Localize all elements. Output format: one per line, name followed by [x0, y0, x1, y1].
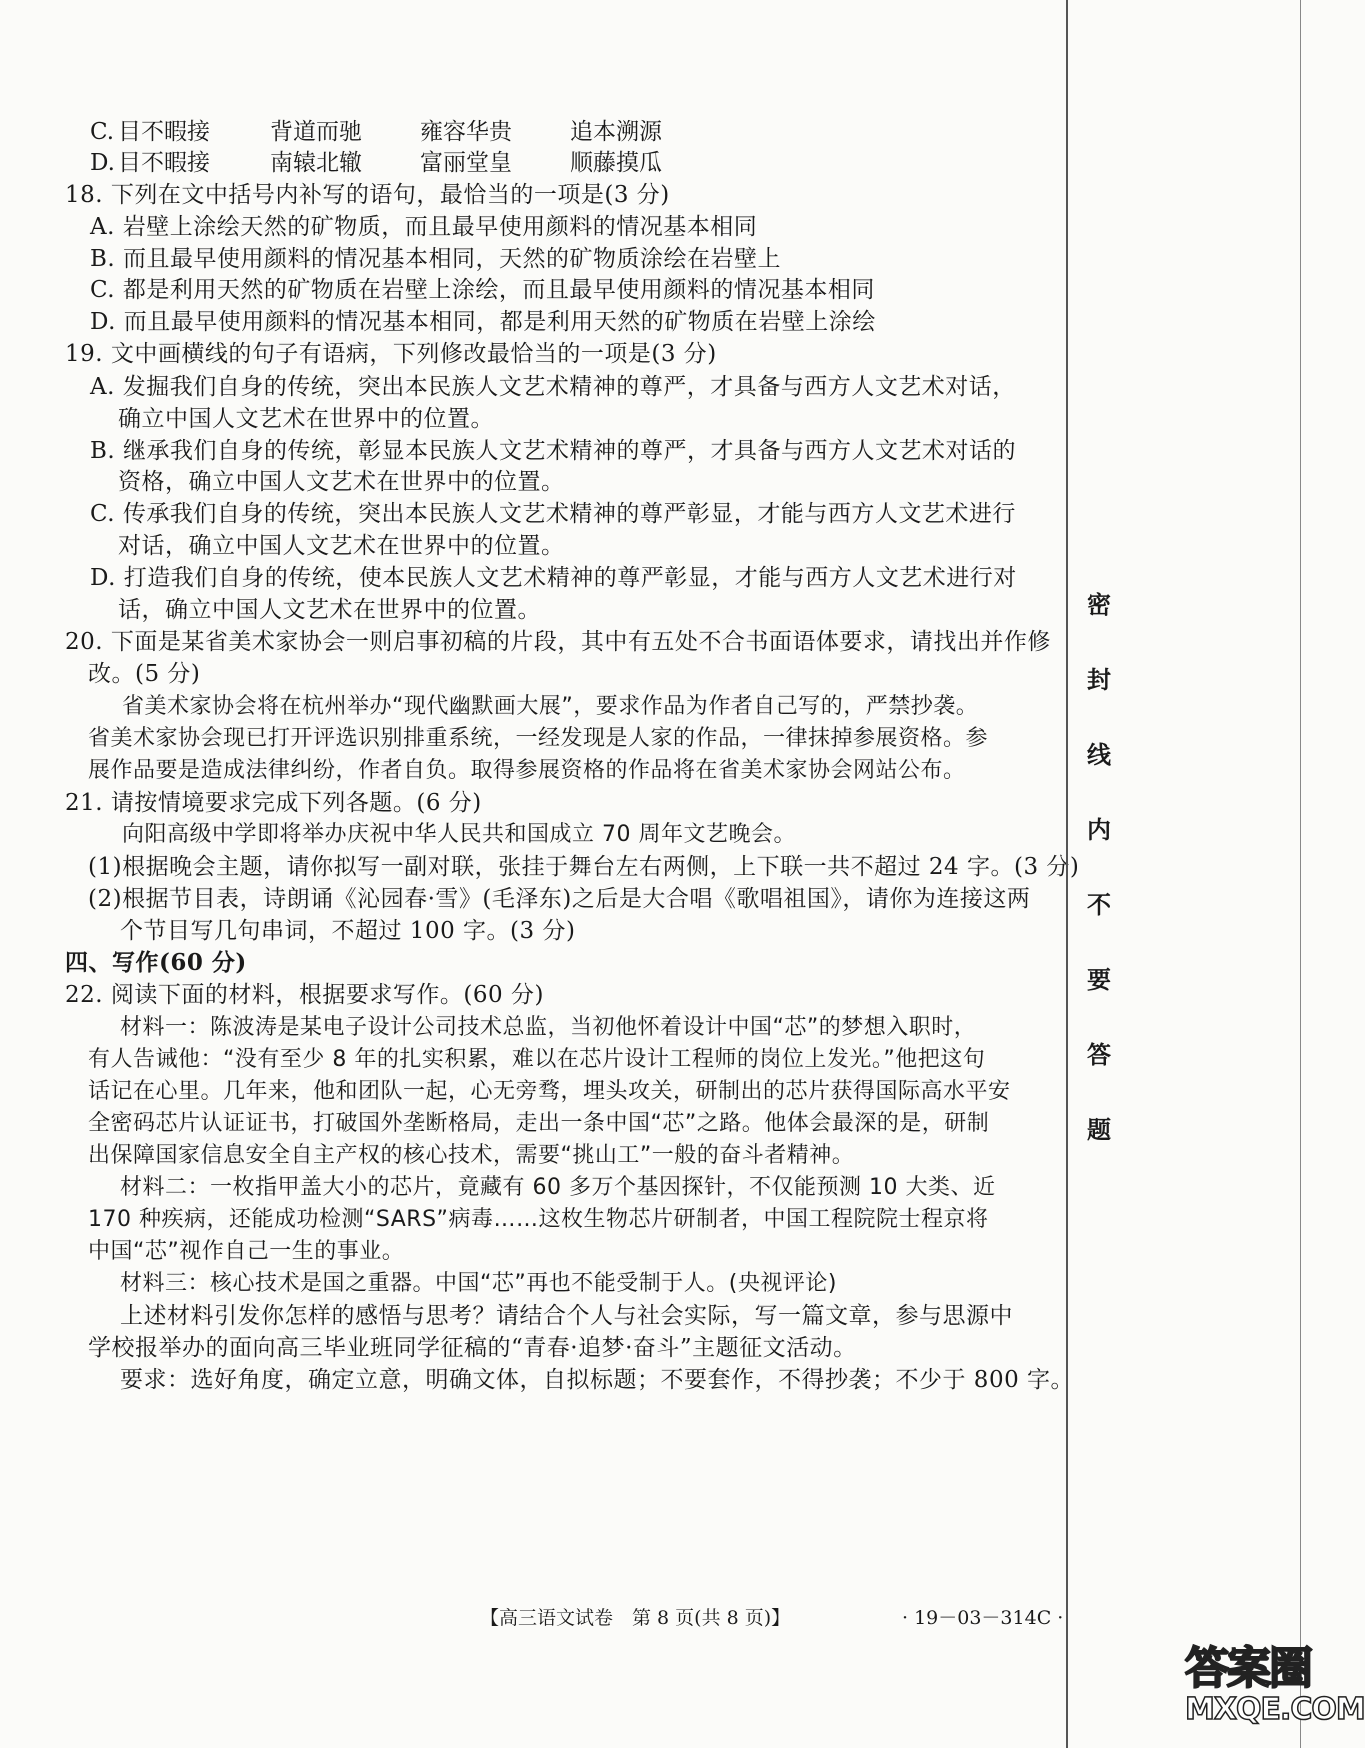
question-19-option-a-cont: 确立中国人文艺术在世界中的位置。	[118, 406, 494, 432]
question-18-stem: 18. 下列在文中括号内补写的语句，最恰当的一项是(3 分)	[65, 182, 670, 208]
writing-requirements: 要求：选好角度，确定立意，明确文体，自拟标题；不要套作，不得抄袭；不少于 800 字。	[120, 1367, 1075, 1393]
question-18-option-c: C. 都是利用天然的矿物质在岩壁上涂绘，而且最早使用颜料的情况基本相同	[90, 277, 875, 303]
question-20-notice-line-3: 展作品要是造成法律纠纷，作者自负。取得参展资格的作品将在省美术家协会网站公布。	[88, 758, 966, 783]
question-21-sub-2-cont: 个节目写几句串词，不超过 100 字。(3 分)	[120, 918, 576, 944]
question-18-option-d: D. 而且最早使用颜料的情况基本相同，都是利用天然的矿物质在岩壁上涂绘	[90, 309, 876, 335]
watermark-text: 答案圈	[1185, 1643, 1311, 1694]
question-19-option-d: D. 打造我们自身的传统，使本民族人文艺术精神的尊严彰显，才能与西方人文艺术进行对	[90, 565, 1017, 591]
seal-char: 封	[1087, 665, 1111, 694]
section-4-heading: 四、写作(60 分)	[65, 949, 247, 976]
option-word: 背道而驰	[270, 119, 362, 145]
option-c-row	[90, 117, 1100, 147]
question-19-option-a: A. 发掘我们自身的传统，突出本民族人文艺术精神的尊严，才具备与西方人文艺术对话，	[90, 374, 1016, 400]
question-21-stem: 21. 请按情境要求完成下列各题。(6 分)	[65, 790, 482, 816]
option-word: 南辕北辙	[270, 150, 362, 176]
binding-line	[1066, 0, 1068, 1748]
page-footer: 【高三语文试卷 第 8 页(共 8 页)】	[480, 1607, 791, 1629]
question-19-option-b: B. 继承我们自身的传统，彰显本民族人文艺术精神的尊严，才具备与西方人文艺术对话的	[90, 438, 1017, 464]
question-20-notice-line-2: 省美术家协会现已打开评选识别排重系统，一经发现是人家的作品，一律抹掉参展资格。参	[88, 726, 989, 751]
material-2-line-3: 中国“芯”视作自己一生的事业。	[88, 1239, 405, 1264]
seal-char: 密	[1087, 590, 1111, 619]
material-1-line-3: 话记在心里。几年来，他和团队一起，心无旁骛，埋头攻关，研制出的芯片获得国际高水平安	[88, 1079, 1011, 1104]
writing-task-line-2: 学校报举办的面向高三毕业班同学征稿的“青春·追梦·奋斗”主题征文活动。	[88, 1335, 857, 1361]
option-label: D.	[90, 150, 115, 176]
seal-char: 内	[1087, 815, 1111, 844]
option-word: 雍容华贵	[420, 119, 512, 145]
site-watermark-logo	[1185, 1632, 1365, 1744]
option-d-row	[90, 148, 1100, 178]
seal-char: 线	[1087, 740, 1111, 769]
question-19-option-c-cont: 对话，确立中国人文艺术在世界中的位置。	[118, 533, 565, 559]
question-18-option-a: A. 岩壁上涂绘天然的矿物质，而且最早使用颜料的情况基本相同	[90, 214, 758, 240]
option-word: 追本溯源	[570, 119, 662, 145]
question-19-option-b-cont: 资格，确立中国人文艺术在世界中的位置。	[118, 469, 565, 495]
question-22-stem: 22. 阅读下面的材料，根据要求写作。(60 分)	[65, 982, 544, 1008]
seal-char: 不	[1087, 890, 1111, 919]
question-19-option-c: C. 传承我们自身的传统，突出本民族人文艺术精神的尊严彰显，才能与西方人文艺术进行	[90, 501, 1016, 527]
question-18-option-b: B. 而且最早使用颜料的情况基本相同，天然的矿物质涂绘在岩壁上	[90, 246, 782, 272]
option-word: 目不暇接	[118, 119, 210, 145]
option-word: 顺藤摸瓜	[570, 150, 662, 176]
seal-char: 要	[1087, 965, 1111, 994]
option-label: C.	[90, 119, 115, 145]
question-20-notice-line-1: 省美术家协会将在杭州举办“现代幽默画大展”，要求作品为作者自己写的，严禁抄袭。	[122, 694, 979, 719]
material-1-line-2: 有人告诫他：“没有至少 8 年的扎实积累，难以在芯片设计工程师的岗位上发光。”他把这句	[88, 1047, 986, 1072]
material-2-line-1: 材料二：一枚指甲盖大小的芯片，竟藏有 60 多万个基因探针，不仅能预测 10 大类、近	[120, 1175, 996, 1200]
writing-task-line-1: 上述材料引发你怎样的感悟与思考？请结合个人与社会实际，写一篇文章，参与思源中	[120, 1303, 1013, 1329]
seal-char: 题	[1087, 1115, 1111, 1144]
question-20-stem-cont: 改。(5 分)	[88, 661, 201, 687]
material-2-line-2: 170 种疾病，还能成功检测“SARS”病毒……这枚生物芯片研制者，中国工程院院士程京将	[88, 1207, 989, 1232]
question-20-stem: 20. 下面是某省美术家协会一则启事初稿的片段，其中有五处不合书面语体要求，请找出并作修	[65, 629, 1051, 655]
margin-line	[1300, 0, 1301, 1748]
watermark-url: MXQE.COM	[1185, 1692, 1365, 1727]
material-3: 材料三：核心技术是国之重器。中国“芯”再也不能受制于人。(央视评论)	[120, 1271, 837, 1296]
question-21-intro: 向阳高级中学即将举办庆祝中华人民共和国成立 70 周年文艺晚会。	[122, 822, 796, 847]
exam-code: · 19－03－314C ·	[902, 1607, 1064, 1629]
material-1-line-4: 全密码芯片认证证书，打破国外垄断格局，走出一条中国“芯”之路。他体会最深的是，研制	[88, 1111, 990, 1136]
question-19-option-d-cont: 话，确立中国人文艺术在世界中的位置。	[118, 597, 541, 623]
material-1-line-5: 出保障国家信息安全自主产权的核心技术，需要“挑山工”一般的奋斗者精神。	[88, 1143, 855, 1168]
seal-char: 答	[1087, 1040, 1111, 1069]
option-word: 富丽堂皇	[420, 150, 512, 176]
question-21-sub-1: (1)根据晚会主题，请你拟写一副对联，张挂于舞台左右两侧，上下联一共不超过 24 字。(3 分)	[88, 854, 1080, 880]
question-21-sub-2: (2)根据节目表，诗朗诵《沁园春·雪》(毛泽东)之后是大合唱《歌唱祖国》，请你为连接这两	[88, 886, 1031, 912]
option-word: 目不暇接	[118, 150, 210, 176]
material-1-line-1: 材料一：陈波涛是某电子设计公司技术总监，当初他怀着设计中国“芯”的梦想入职时，	[120, 1015, 977, 1040]
question-19-stem: 19. 文中画横线的句子有语病，下列修改最恰当的一项是(3 分)	[65, 341, 717, 367]
